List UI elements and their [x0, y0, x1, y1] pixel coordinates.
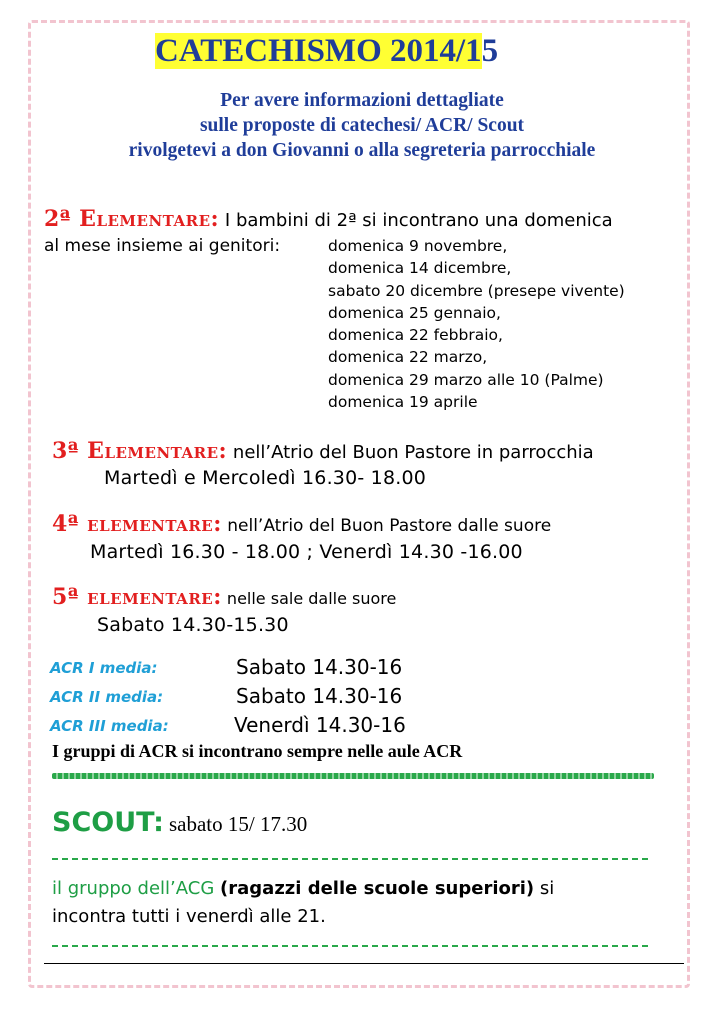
second-grade-section [44, 206, 613, 232]
acr-note: I gruppi di ACR si incontrano sempre nelle aule ACR [52, 741, 463, 761]
acg-prefix: il gruppo dell’ [52, 878, 176, 899]
intro-line: rivolgetevi a don Giovanni o alla segreteria parrocchiale [128, 140, 596, 161]
second-grade-dates [328, 235, 625, 413]
second-grade-heading: 2ª Elementare: [44, 206, 220, 232]
fifth-grade-schedule: Sabato 14.30-15.30 [97, 614, 289, 636]
acg-description: (ragazzi delle scuole superiori) [220, 878, 535, 899]
scout-label: SCOUT: [52, 807, 164, 838]
third-grade-schedule: Martedì e Mercoledì 16.30- 18.00 [104, 467, 427, 489]
title-rest: 5 [481, 33, 499, 69]
acg-suffix: si [534, 878, 555, 899]
date-item: domenica 14 dicembre, [328, 259, 512, 278]
third-grade-place: nell’Atrio del Buon Pastore in parrocchia [227, 442, 594, 463]
fourth-grade-schedule: Martedì 16.30 - 18.00 ; Venerdì 14.30 -16.00 [90, 541, 523, 563]
third-grade-heading: 3ª Elementare: [52, 438, 228, 464]
acr-1-time: Sabato 14.30-16 [236, 655, 403, 679]
separator-wavy [52, 773, 654, 779]
acg-line2: incontra tutti i venerdì alle 21. [52, 906, 326, 927]
page-border [28, 20, 690, 988]
intro-line: Per avere informazioni dettagliate [220, 90, 504, 111]
acr-1-label: ACR I media: [50, 659, 158, 677]
fourth-grade-section [52, 511, 551, 537]
fourth-grade-place: nell’Atrio del Buon Pastore dalle suore [221, 516, 552, 536]
acr-2-label: ACR II media: [50, 688, 164, 706]
acg-name: ACG [175, 878, 215, 899]
fifth-grade-section [52, 584, 396, 610]
intro-text [40, 88, 684, 163]
date-item: domenica 29 marzo alle 10 (Palme) [328, 370, 604, 389]
fifth-grade-place: nelle sale dalle suore [221, 589, 397, 608]
second-grade-line2: al mese insieme ai genitori: [44, 236, 281, 256]
date-item: domenica 22 marzo, [328, 348, 488, 367]
acr-2-time: Sabato 14.30-16 [236, 684, 403, 708]
date-item: sabato 20 dicembre (presepe vivente) [328, 281, 625, 300]
acr-3-time: Venerdì 14.30-16 [234, 713, 406, 737]
fifth-grade-heading: 5ª elementare: [52, 584, 222, 610]
date-item: domenica 9 novembre, [328, 237, 508, 255]
title-highlighted: CATECHISMO 2014/1 [155, 33, 482, 69]
acr-3-label: ACR III media: [50, 717, 169, 735]
intro-line: sulle proposte di catechesi/ ACR/ Scout [199, 115, 525, 136]
page-title [155, 30, 498, 72]
scout-section [52, 807, 307, 838]
date-item: domenica 19 aprile [328, 393, 478, 412]
bottom-rule [44, 963, 684, 964]
second-grade-line1: I bambini di 2ª si incontrano una domenica [219, 210, 613, 231]
scout-time: sabato 15/ 17.30 [168, 812, 308, 836]
fourth-grade-heading: 4ª elementare: [52, 511, 222, 537]
separator-dashed [52, 945, 648, 947]
third-grade-section [52, 438, 594, 464]
acg-section [52, 876, 554, 902]
date-item: domenica 25 gennaio, [328, 303, 501, 322]
date-item: domenica 22 febbraio, [328, 326, 503, 345]
separator-dashed [52, 858, 648, 860]
